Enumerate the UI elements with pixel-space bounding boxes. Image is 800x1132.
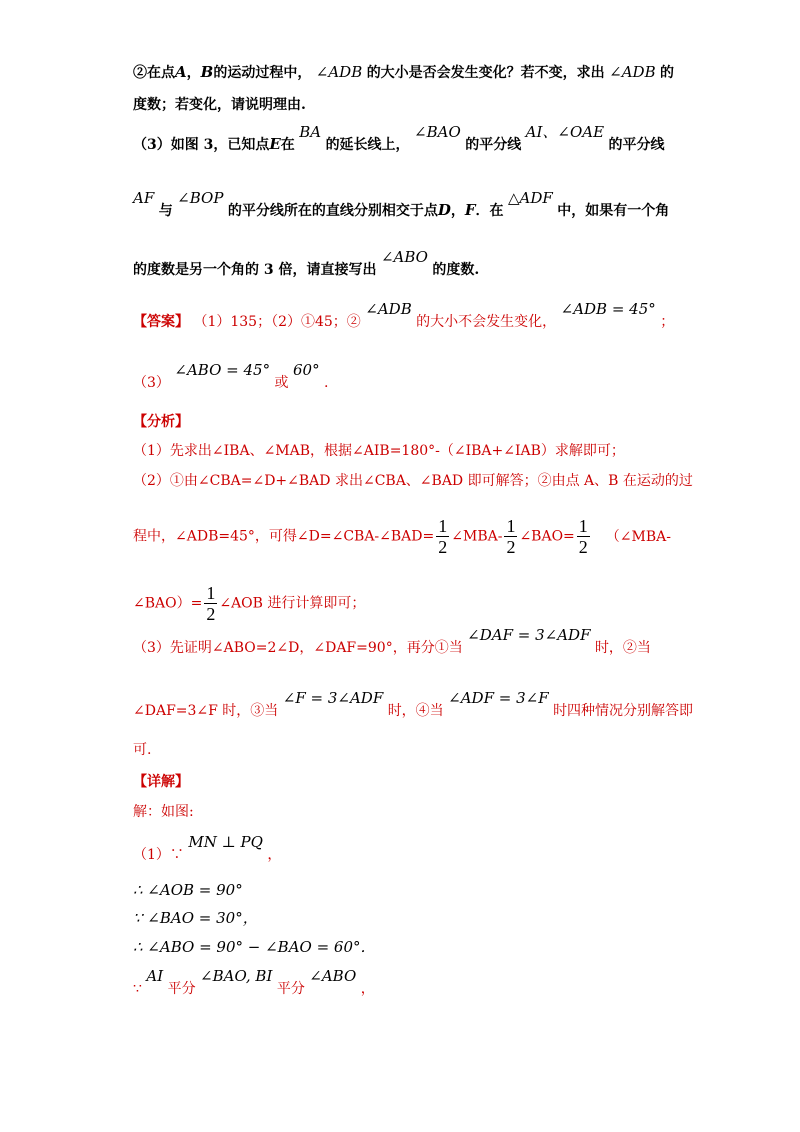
answer-line1: 【答案】 （1）135；（2）①45；② ∠ADB 的大小不会发生变化， ∠ADB = 45° ； [133,300,675,330]
fraction-half: $\frac{1}{2}$ [206,583,216,624]
analysis-p7: 可. [133,742,152,758]
q2-part2-line1: ②在点A，B的运动过程中， ∠ADB 的大小是否会发生变化？若不变，求出 ∠ADB 的 [133,63,675,81]
detail-s3: ∵ ∠BAO = 30°， [133,909,258,927]
q3-line3: 的度数是另一个角的 3 倍，请直接写出 ∠ABO 的度数. [133,248,480,278]
math-adb-2: ∠ADB [609,63,656,81]
detail-s2: ∴ ∠AOB = 90° [133,881,243,899]
detail-s5: ∵ AI 平分 ∠BAO, BI 平分 ∠ABO ， [133,967,375,997]
answer-line2: （3） ∠ABO = 45° 或 60° . [133,361,329,391]
analysis-p2: （2）①由∠CBA=∠D+∠BAD 求出∠CBA、∠BAD 即可解答；②由点 A、B 在运动的过 [133,473,693,489]
fraction-half: $\frac{1}{2}$ [578,516,588,557]
analysis-p3: 程中，∠ADB=45°，可得∠D=∠CBA-∠BAD= $\frac{1}{2}$ ∠MBA- $\frac{1}{2}$ ∠BAO= $\frac{1}{2}$ （∠MBA- [133,516,671,557]
analysis-tag-line [133,412,189,432]
detail-intro: 解：如图: [133,804,194,820]
answer-tag: 【答案】 [133,314,189,330]
fraction-half: $\frac{1}{2}$ [438,516,448,557]
q3-line2: AF 与 ∠BOP 的平分线所在的直线分别相交于点D，F．在 △ADF 中，如果有一个角 [133,189,670,219]
detail-s1: （1）∵ MN ⊥ PQ ， [133,833,282,863]
analysis-p6: ∠DAF=3∠F 时，③当 ∠F = 3∠ADF 时，④当 ∠ADF = 3∠F 时四种情况分别解答即 [133,689,694,719]
analysis-tag: 【分析】 [133,414,189,430]
analysis-p1: （1）先求出∠IBA、∠MAB，根据∠AIB=180°-（∠IBA+∠IAB）求解即可； [133,443,625,459]
math-adb: ∠ADB [315,63,363,81]
analysis-p4: ∠BAO）= $\frac{1}{2}$ ∠AOB 进行计算即可； [133,583,366,624]
detail-s4: ∴ ∠ABO = 90° − ∠BAO = 60°． [133,938,376,956]
q3-line1: （3）如图 3，已知点E在 BA 的延长线上， ∠BAO 的平分线 AI、∠OAE 的平分线 [133,123,665,153]
q2-part2-line2: 度数；若变化，请说明理由. [133,97,306,113]
detail-tag: 【详解】 [133,774,189,790]
fraction-half: $\frac{1}{2}$ [506,516,516,557]
detail-tag-line [133,772,189,792]
analysis-p5: （3）先证明∠ABO=2∠D，∠DAF=90°，再分①当 ∠DAF = 3∠ADF 时，②当 [133,626,651,656]
